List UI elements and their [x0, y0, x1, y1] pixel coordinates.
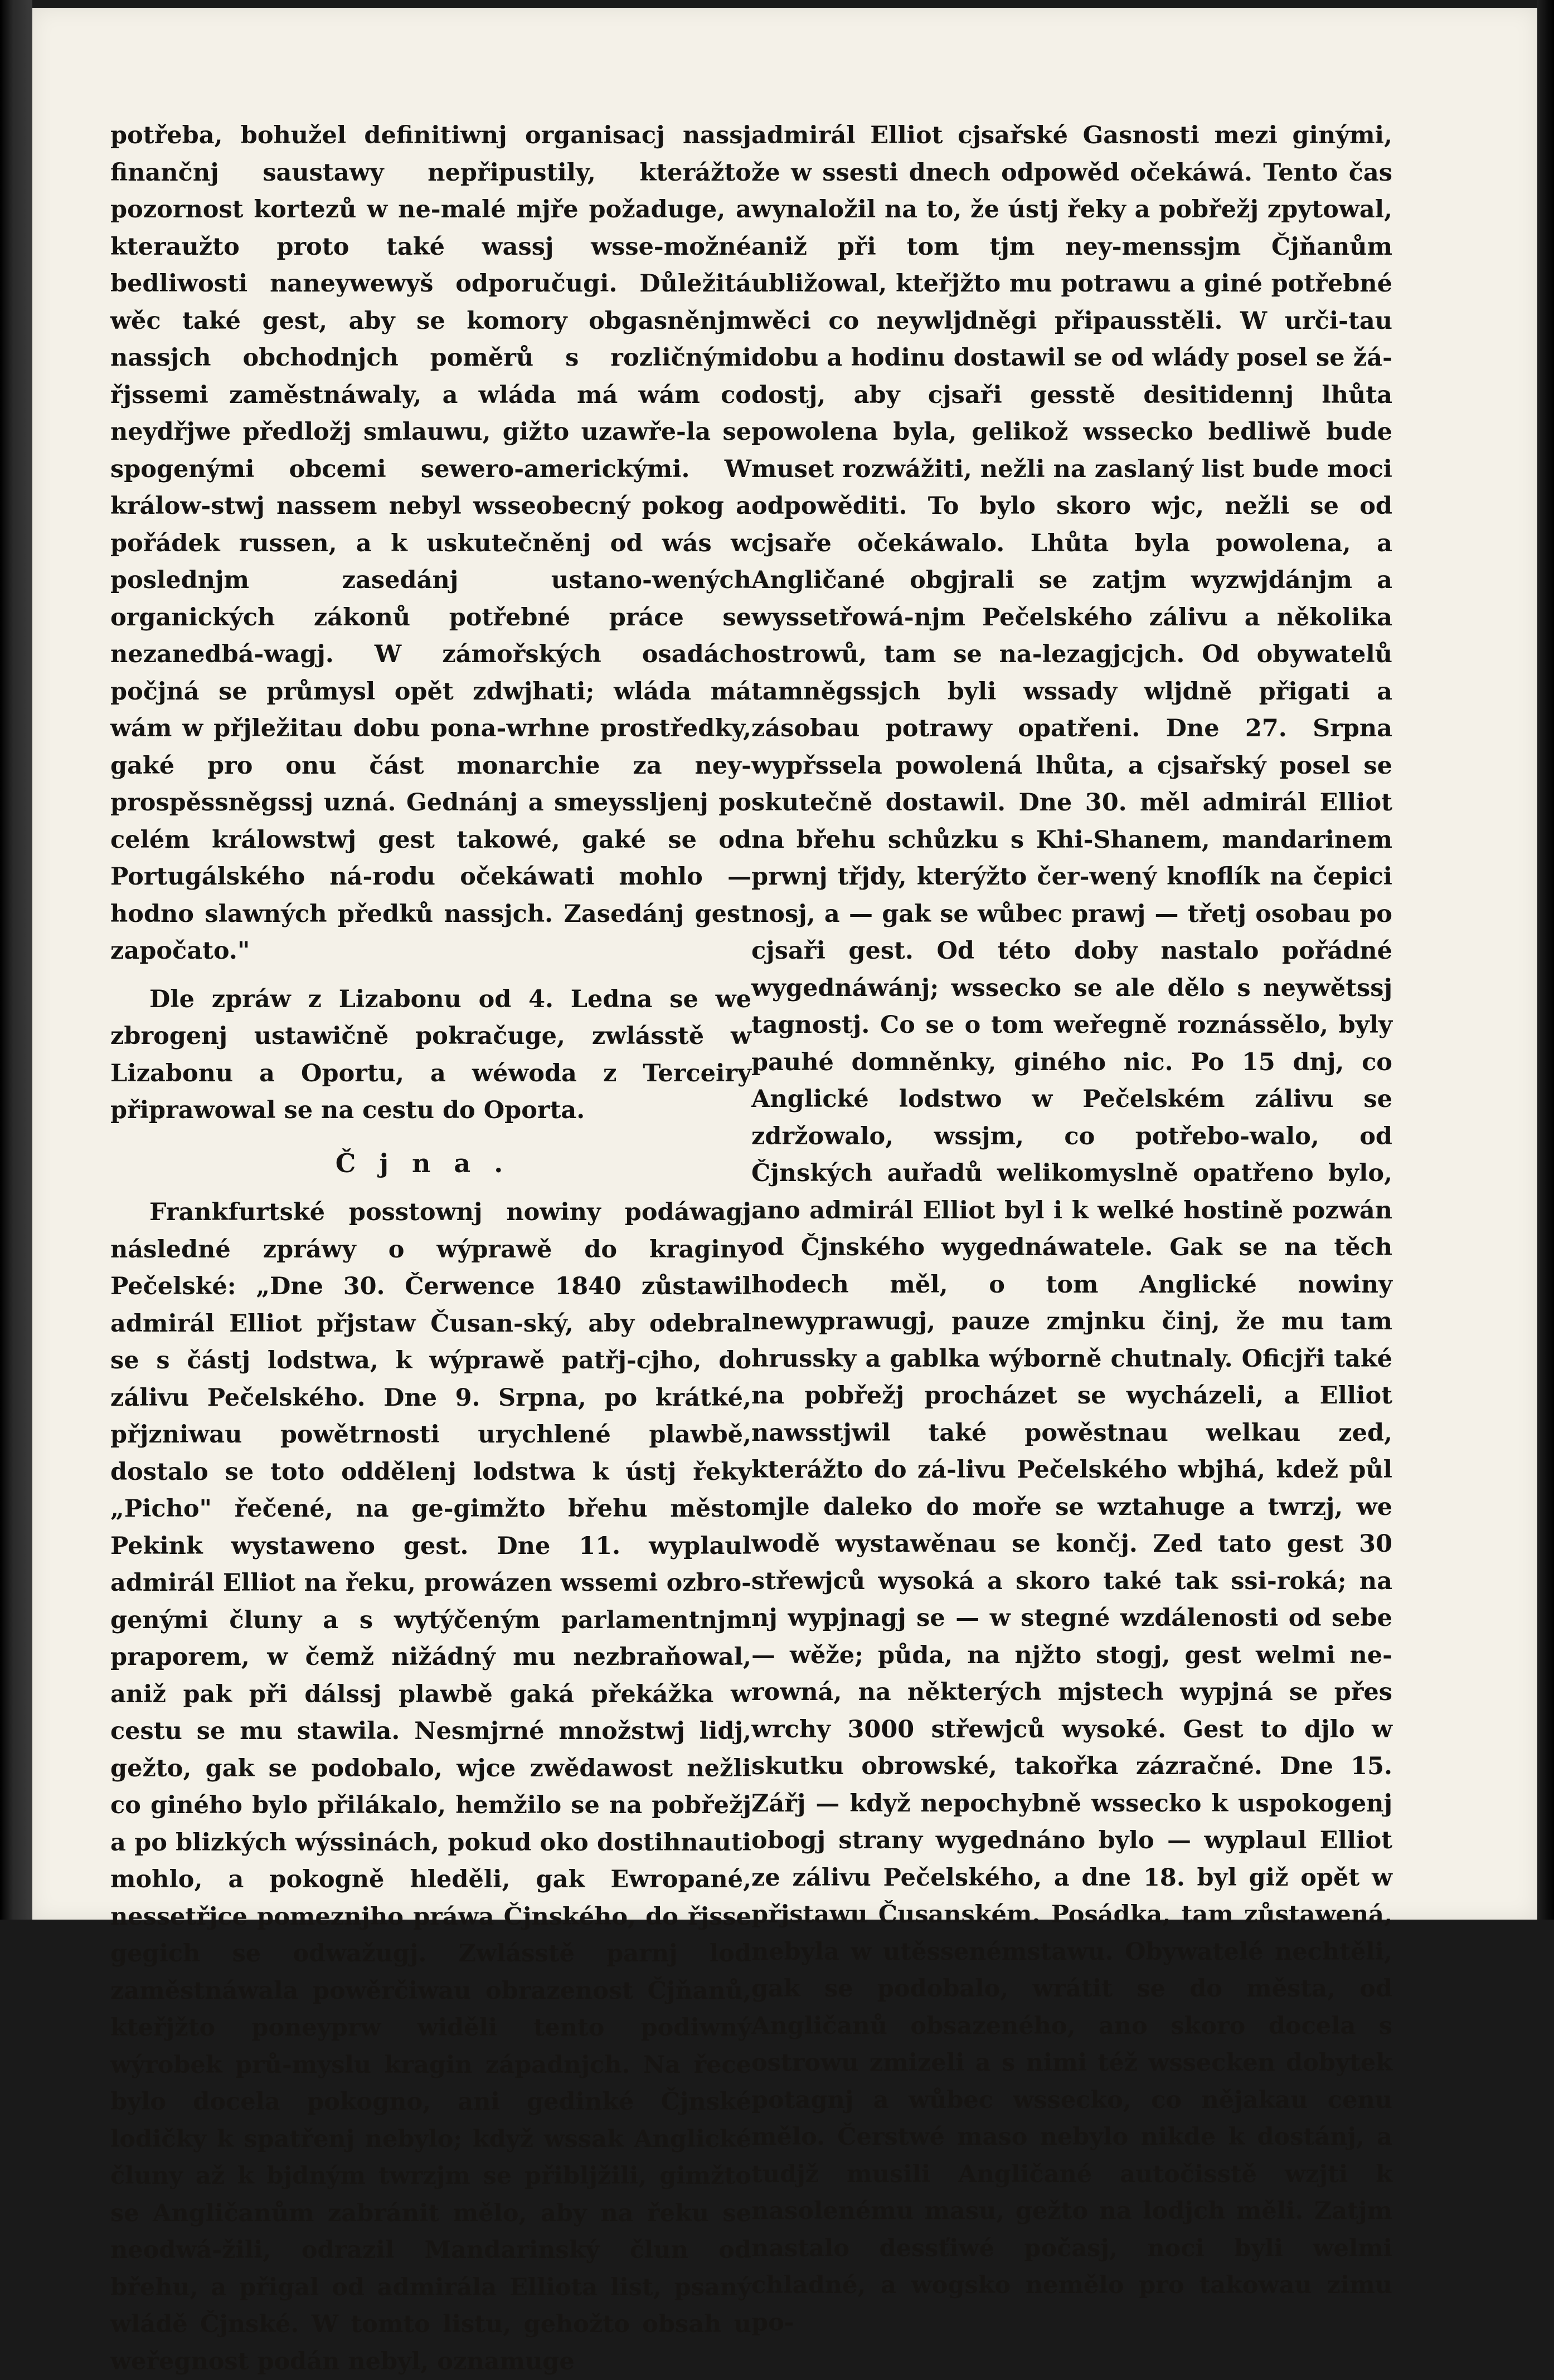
right-paragraph-1: admirál Elliot cjsařské Gasnosti mezi ginými, že w ssesti dnech odpowěd očekáwá. Tento čas wynaložil na to, že ústj řeky a pobřežj zpytowal, aniž při tom tjm ney-menssjm Čjňanům ubližowal, kteřjžto mu potrawu a giné potřebné wěci co neywljdněgi připausstěli. W urči-tau dobu a hodinu dostawil se od wlády posel se žá-dostj, aby cjsaři gesstě desitidennj lhůta powolena byla, gelikož wssecko bedliwě bude muset rozwážiti, nežli na zaslaný list bude moci odpowěditi. To bylo skoro wjc, nežli se od cjsaře očekáwalo. Lhůta byla powolena, a Angličané obgjrali se zatjm wyzwjdánjm a wyssetřowá-njm Pečelského zálivu a několika ostrowů, tam se na-lezagjcjch. Od obywatelů tamněgssjch byli wssady wljdně přigati a zásobau potrawy opatřeni. Dne 27. Srpna wypřssela powolená lhůta, a cjsařský posel se skutečně dostawil. Dne 30. měl admirál Elliot na břehu schůzku s Khi-Shanem, mandarinem prwnj třjdy, kterýžto čer-wený knoflík na čepici nosj, a — gak se wůbec prawj — třetj osobau po cjsaři gest. Od této doby nastalo pořádné wygednáwánj; wssecko se ale dělo s neywětssj tagnostj. Co se o tom weřegně roznássělo, byly pauhé domněnky, giného nic. Po 15 dnj, co Anglické lodstwo w Pečelském zálivu se zdržowalo, wssjm, co potřebo-walo, od Čjnských auřadů welikomyslně opatřeno bylo, ano admirál Elliot byl i k welké hostině pozwán od Čjnského wygednáwatele. Gak se na těch hodech měl, o tom Anglické nowiny newyprawugj, pauze zmjnku činj, že mu tam hrussky a gablka wýborně chutnaly. Oficjři také na pobřežj procházet se wycházeli, a Elliot nawsstjwil také powěstnau welkau zed, kterážto do zá-livu Pečelského wbjhá, kdež půl mjle daleko do moře se wztahuge a twrzj, we wodě wystawěnau se končj. Zed tato gest 30 střewjců wysoká a skoro také tak ssi-roká; na nj wypjnagj se — w stegné wzdálenosti od sebe — wěže; půda, na njžto stogj, gest welmi ne-rowná, na některých mjstech wypjná se přes wrchy 3000 střewjců wysoké. Gest to djlo w skutku obrowské, takořka zázračné. Dne 15. Zářj — když nepochybně wssecko k uspokogenj obogj strany wygednáno bylo — wyplaul Elliot ze zálivu Pečelského, a dne 18. byl giž opět w přjstawu Čusanském. Posádka, tam zůstawená, nebyla w utěssenémstawu. Obywatelé nechtěli, gak se podobalo, wrátit se do města, od Angličanů obsazeného, ano skoro docela s ostrowu zmizeli a s nimi též wssecken dobytek potagnj a wůbec wssecko, co nějakau cenu mělo. Čerstwé maso nebylo nikde k dostánj, a tudjž musili Angličané autočisstě wzjti k nasolenému masu, gežto na lodjch měli. Zatjm nastalo dessťiwé počasj, noci byli welmi chladné, a wogsko nemělo pro takowau zimu po- — [751, 122, 1392, 2337]
section-heading: Čjna. — [335, 1148, 527, 1178]
right-column — [751, 117, 1392, 2341]
newspaper-page — [32, 8, 1537, 2376]
left-paragraph-3: Frankfurtské posstownj nowiny podáwagj následné zpráwy o wýprawě do kraginy Pečelské: „Dne 30. Čerwence 1840 zůstawil admirál Elliot přjstaw Čusan-ský, aby odebral se s částj lodstwa, k wýprawě patřj-cjho, do zálivu Pečelského. Dne 9. Srpna, po krátké, přjzniwau powětrnosti urychlené plawbě, dostalo se toto oddělenj lodstwa k ústj řeky „Picho" řečené, na ge-gimžto břehu město Pekink wystaweno gest. Dne 11. wyplaul admirál Elliot na řeku, prowázen wssemi ozbro-genými čluny a s wytýčeným parlamentnjm praporem, w čemž nižádný mu nezbraňowal, aniž pak při dálssj plawbě gaká překážka w cestu se mu stawila. Nesmjrné množstwj lidj, gežto, gak se podobalo, wjce zwědawost nežli co giného bylo přilákalo, hemžilo se na pobřežj a po blizkých wýssinách, pokud oko dostihnauti mohlo, a pokogně hleděli, gak Ewropané, nessetřjce pomeznjho práwa Čjnského, do řjsse gegich se odwažugj. Zwlásstě parnj lod zaměstnáwala powěrčiwau obrazenost Čjňanů, kteřjžto poneyprw widěli tento podiwný wýrobek prů-myslu kragin západnjch. Na řece bylo docela pokogno, ani gedinké Čjnské lodičky k spatřenj nebylo; když wssak Anglické čluny až k bjdným twrzjm se přibljžili, gimžto se Angličanům zabránit mělo, aby na řeku se neodwá-žili, odrazil Mandarinský člun od břehu, a přigal od admirála Elliota list, psaný wládě Čjnské. W tomto listu, gehožto obsah u weřegnost podán nebyl, oznamuge — [110, 1198, 751, 2376]
left-column — [110, 117, 751, 2380]
left-paragraph-2: Dle zpráw z Lizabonu od 4. Ledna se we zbrogenj ustawičně pokračuge, zwlásstě w Lizabonu a Oportu, a wéwoda z Terceiry připrawowal se na cestu do Oporta. — [110, 985, 751, 1124]
scan-edge-right — [1537, 0, 1554, 1920]
scan-edge-left — [0, 0, 32, 1920]
left-paragraph-1: potřeba, bohužel definitiwnj organisacj nassj finančnj saustawy nepřipustily, kterážto pozornost kortezů w ne-malé mjře požaduge, a kteraužto proto také wassj wsse-možné bedliwosti naneywewyš odporučugi. Důležitá wěc také gest, aby se komory obgasněnjm nassjch obchodnjch poměrů s rozličnými řjssemi zaměstnáwaly, a wláda má wám co neydřjwe předložj smlauwu, gižto uzawře-la se spogenými obcemi sewero-americkými. W králow-stwj nassem nebyl wsseobecný pokog a pořádek russen, a k uskutečněnj od wás w poslednjm zasedánj ustano-wených organických zákonů potřebné práce se nezanedbá-wagj. W zámořských osadách počjná se průmysl opět zdwjhati; wláda má wám w přjležitau dobu pona-wrhne prostředky, gaké pro onu část monarchie za ney-prospěssněgssj uzná. Gednánj a smeyssljenj po celém králowstwj gest takowé, gaké se od Portugálského ná-rodu očekáwati mohlo — hodno slawných předků nassjch. Zasedánj gest započato." — [110, 122, 751, 965]
